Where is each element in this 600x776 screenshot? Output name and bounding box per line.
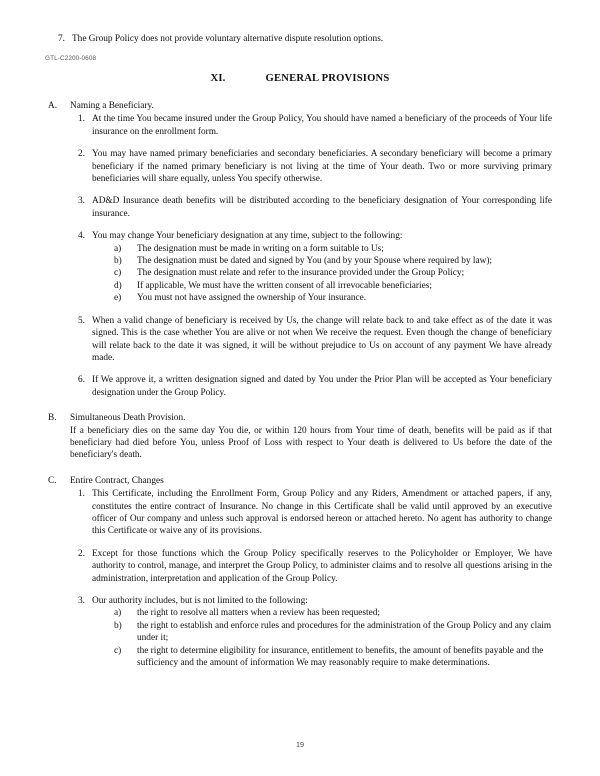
- sub-list-marker: d): [114, 280, 122, 291]
- sub-list-text: If applicable, We must have the written consent of all irrevocable beneficiaries;: [137, 280, 432, 291]
- sub-list-marker: b): [114, 256, 122, 267]
- list-item: [78, 595, 552, 669]
- sub-list-item: [114, 255, 552, 267]
- section-title: GENERAL PROVISIONS: [265, 73, 390, 84]
- section-a-title: Naming a Beneficiary.: [70, 101, 154, 111]
- list-item-number: 4.: [78, 231, 85, 242]
- list-item-number: 1.: [78, 114, 85, 125]
- section-b: [48, 412, 552, 462]
- sub-list-text: The designation must be made in writing on a form suitable to Us;: [137, 243, 384, 254]
- list-item: [78, 113, 552, 138]
- sub-list-marker: a): [114, 243, 122, 254]
- sub-list-marker: c): [114, 645, 122, 656]
- section-numeral: XI.: [210, 73, 226, 84]
- page-number: 19: [296, 740, 304, 749]
- section-c-letter: C.: [48, 475, 57, 486]
- list-item-number: 3.: [78, 596, 85, 606]
- section-spacer: [48, 462, 552, 475]
- sub-list-item: [114, 292, 552, 304]
- sub-list-item: [114, 620, 552, 645]
- list-item-number: 3.: [78, 196, 85, 207]
- list-item-text: If We approve it, a written designation signed and dated by You under the Prior Plan will be accepted as Your beneficiary designation under the Group Policy.: [92, 375, 552, 398]
- list-item-text: The Group Policy does not provide voluntary alternative dispute resolution options.: [72, 34, 384, 44]
- section-b-paragraph: If a beneficiary dies on the same day You die, or within 120 hours from Your time of death, benefits will be paid as if that beneficiary had died before You, unless Proof of Loss with respect to Your death is delivered to Us before the date of the beneficiary's death.: [70, 425, 552, 461]
- section-a: [48, 100, 552, 399]
- page-title: [0, 73, 600, 84]
- section-b-title: Simultaneous Death Provision.: [70, 413, 186, 424]
- sub-list-marker: a): [114, 608, 122, 619]
- section-b-letter: B.: [48, 413, 57, 424]
- document-body: [48, 100, 552, 669]
- sub-list-item: [114, 243, 552, 255]
- sub-list-text: the right to establish and enforce rules and procedures for the administration of the Group Policy and any claim under it;: [137, 620, 552, 644]
- sub-list-marker: c): [114, 268, 122, 279]
- list-item-text: Except for those functions which the Group Policy specifically reserves to the Policyholder or Employer, We have authority to control, manage, and interpret the Group Policy, to administer claims and to resolve all questions arising in the administration, interpretation and application of the Group Policy.: [92, 548, 552, 584]
- list-item-number: 2.: [78, 149, 85, 160]
- sub-list-text: the right to resolve all matters when a review has been requested;: [137, 608, 380, 619]
- list-item: [78, 230, 552, 304]
- sub-list-text: The designation must be dated and signed by You (and by your Spouse where required by law);: [137, 256, 493, 267]
- list-item-text: Our authority includes, but is not limited to the following:: [92, 596, 308, 606]
- list-item-number: 2.: [78, 548, 85, 559]
- list-item: [78, 548, 552, 585]
- list-item: [78, 374, 552, 399]
- list-item: [78, 315, 552, 365]
- section-spacer: [48, 399, 552, 412]
- sub-list: [92, 243, 552, 305]
- sub-list-marker: e): [114, 293, 122, 304]
- sub-list-item: [114, 267, 552, 279]
- section-a-heading: [48, 100, 552, 112]
- list-item: [78, 195, 552, 220]
- list-item-text: You may have named primary beneficiaries and secondary beneficiaries. A secondary beneficiary will become a primary beneficiary if the named primary beneficiary is not living at the time of Your death. Two or more surviving primary beneficiaries will share equally, unless You specify otherwise.: [92, 149, 552, 185]
- sub-list-marker: b): [114, 620, 122, 631]
- section-c-title: Entire Contract, Changes: [70, 475, 164, 486]
- sub-list-text: The designation must relate and refer to the insurance provided under the Group Policy;: [137, 268, 465, 279]
- sub-list-item: [114, 607, 552, 619]
- sub-list: [92, 607, 552, 669]
- list-item-text: AD&D Insurance death benefits will be distributed according to the beneficiary designation of Your corresponding life insurance.: [92, 196, 552, 219]
- sub-list-item: [114, 645, 552, 670]
- list-item-text: This Certificate, including the Enrollment Form, Group Policy and any Riders, Amendment or attached papers, if any, constitutes the entire contract of Insurance. No change in this Certificate shall be valid until approved by an executive officer of Our company and unless such approval is endorsed hereon or attached hereto. No agent has authority to change this Certificate or waive any of its provisions.: [92, 489, 552, 537]
- carry-over-list-item: [58, 33, 550, 45]
- list-item-number: 5.: [78, 315, 85, 326]
- list-item-text: At the time You became insured under the Group Policy, You should have named a beneficiary of the proceeds of Your life insurance on the enrollment form.: [92, 114, 552, 137]
- list-item-number: 1.: [78, 489, 85, 500]
- list-item-text: You may change Your beneficiary designation at any time, subject to the following:: [92, 231, 403, 242]
- list-item: [78, 488, 552, 538]
- list-item: [78, 148, 552, 185]
- section-c-heading: [48, 475, 552, 487]
- section-b-heading: [48, 412, 552, 424]
- list-item-number: 7.: [58, 34, 65, 44]
- section-c: [48, 475, 552, 670]
- list-item-number: 6.: [78, 375, 85, 386]
- sub-list-item: [114, 280, 552, 292]
- list-item-text: When a valid change of beneficiary is received by Us, the change will relate back to and take effect as of the date it was signed. This is the case whether You are alive or not when We receive the request. Even though the change of beneficiary will relate back to the date it was signed, it will be without prejudice to Us on account of any payment We have already made.: [92, 315, 552, 363]
- section-a-letter: A.: [48, 101, 58, 111]
- sub-list-text: the right to determine eligibility for insurance, entitlement to benefits, the amount of benefits payable and the sufficiency and the amount of information We may reasonably require to make determinations.: [137, 645, 544, 669]
- sub-list-text: You must not have assigned the ownership of Your insurance.: [137, 293, 367, 304]
- form-code-stamp: GTL-C2200-0608: [45, 55, 97, 62]
